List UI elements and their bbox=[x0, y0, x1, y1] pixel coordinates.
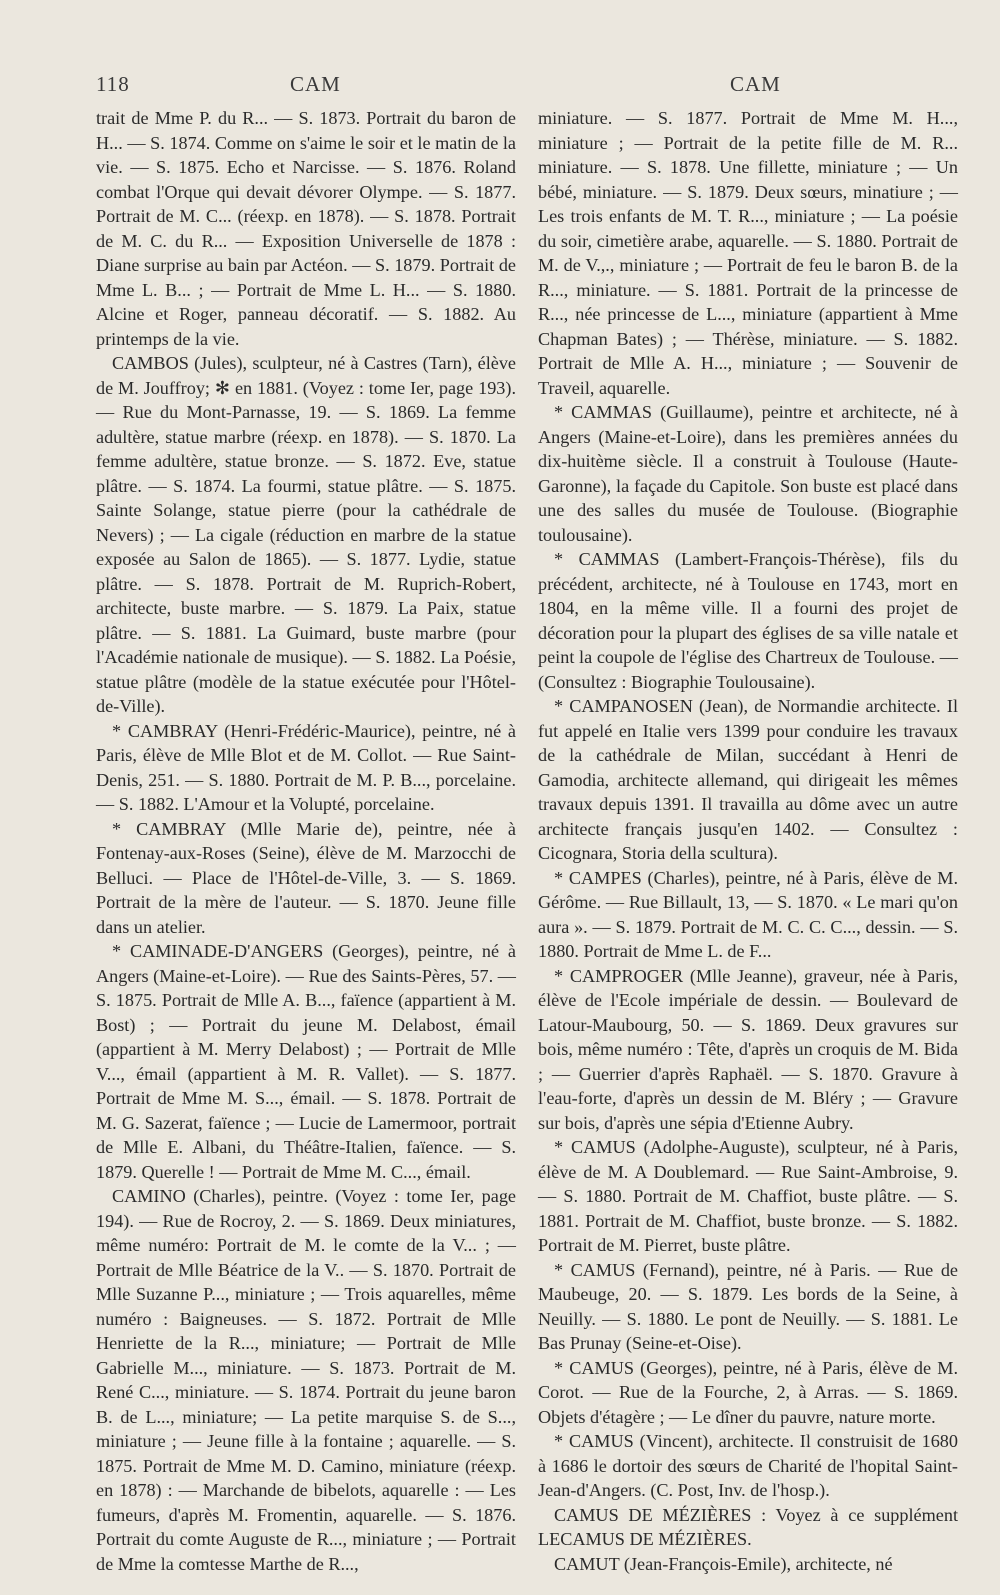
entry-paragraph: CAMBOS (Jules), sculpteur, né à Castres (Tarn), élève de M. Jouffroy; ✻ en 1881. (Voyez : tome Ier, page 193). — Rue du Mont-Parnasse, 19. — S. 1869. La femme adultère, statue marbre (réexp. en 1878). — S. 1870. La femme adultère, statue bronze. — S. 1872. Eve, statue plâtre. — S. 1874. La fourmi, statue plâtre. — S. 1875. Sainte Solange, statue pierre (pour la cathédrale de Nevers) ; — La cigale (réduction en marbre de la statue exposée au Salon de 1865). — S. 1877. Lydie, statue plâtre. — S. 1878. Portrait de M. Ruprich-Robert, architecte, buste marbre. — S. 1879. La Paix, statue plâtre. — S. 1881. La Guimard, buste marbre (pour l'Académie nationale de musique). — S. 1882. La Poésie, statue plâtre (modèle de la statue exécutée pour l'Hôtel-de-Ville). bbox=[96, 353, 516, 716]
running-head-left: CAM bbox=[290, 72, 341, 96]
entry-paragraph: trait de Mme P. du R... — S. 1873. Portrait du baron de H... — S. 1874. Comme on s'aime le soir et le matin de la vie. — S. 1875. Echo et Narcisse. — S. 1876. Roland combat l'Orque qui devait dévorer Olympe. — S. 1877. Portrait de M. C... (réexp. en 1878). — S. 1878. Portrait de M. C. du R... — Exposition Universelle de 1878 : Diane surprise au bain par Actéon. — S. 1879. Portrait de Mme L. B... ; — Portrait de Mme L. H... — S. 1880. Alcine et Roger, panneau décoratif. — S. 1882. Au printemps de la vie. bbox=[96, 108, 516, 349]
right-column bbox=[538, 106, 958, 1576]
page-number: 118 bbox=[96, 72, 130, 96]
entry-paragraph: CAMUT (Jean-François-Emile), architecte, né bbox=[554, 1553, 893, 1574]
entry-paragraph: CAMUS DE MÉZIÈRES : Voyez à ce supplément LECAMUS DE MÉZIÈRES. bbox=[538, 1504, 958, 1549]
entry-paragraph: * CAMUS (Vincent), architecte. Il construisit de 1680 à 1686 le dortoir des sœurs de Charité de l'hopital Saint-Jean-d'Angers. (C. Post, Inv. de l'hosp.). bbox=[538, 1431, 958, 1500]
entry-paragraph: * CAMMAS (Lambert-François-Thérèse), fils du précédent, architecte, né à Toulouse en 1743, mort en 1804, en la même ville. Il a fourni des projet de décoration pour la plupart des églises de sa ville natale et peint la coupole de l'église des Chartreux de Toulouse. — (Consultez : Biographie Toulousaine). bbox=[538, 549, 958, 692]
entry-paragraph: * CAMPANOSEN (Jean), de Normandie architecte. Il fut appelé en Italie vers 1399 pour conduire les travaux de la cathédrale de Milan, succédant à Henri de Gamodia, architecte allemand, qui dirigeait les mêmes travaux depuis 1391. Il travailla au dôme avec un autre architecte français jusqu'en 1402. — Consultez : Cicognara, Storia della scultura). bbox=[538, 696, 958, 863]
entry-paragraph: * CAMMAS (Guillaume), peintre et architecte, né à Angers (Maine-et-Loire), dans les premières années du dix-huitème siècle. Il a construit à Toulouse (Haute-Garonne), la façade du Capitole. Son buste est placé dans une des salles du musée de Toulouse. (Biographie toulousaine). bbox=[538, 402, 958, 545]
entry-paragraph: miniature. — S. 1877. Portrait de Mme M. H..., miniature ; — Portrait de la petite fille de M. R... miniature. — S. 1878. Une fillette, miniature ; — Un bébé, miniature. — S. 1879. Deux sœurs, minatiure ; — Les trois enfants de M. T. R..., miniature ; — La poésie du soir, cimetière arabe, aquarelle. — S. 1880. Portrait de M. de V.,., miniature ; — Portrait de feu le baron B. de la R..., miniature. — S. 1881. Portrait de la princesse de R..., née princesse de L..., miniature (appartient à Mme Chapman Bates) ; — Thérèse, miniature. — S. 1882. Portrait de Mlle A. H..., miniature ; — Souvenir de Traveil, aquarelle. bbox=[538, 108, 958, 398]
entry-paragraph: * CAMBRAY (Mlle Marie de), peintre, née à Fontenay-aux-Roses (Seine), élève de M. Marzocchi de Belluci. — Place de l'Hôtel-de-Ville, 3. — S. 1869. Portrait de la mère de l'auteur. — S. 1870. Jeune fille dans un atelier. bbox=[96, 818, 516, 937]
entry-paragraph: CAMINO (Charles), peintre. (Voyez : tome Ier, page 194). — Rue de Rocroy, 2. — S. 1869. Deux miniatures, même numéro: Portrait de M. le comte de la V... ; — Portrait de Mlle Béatrice de la V.. — S. 1870. Portrait de Mlle Suzanne P..., miniature ; — Trois aquarelles, même numéro : Baigneuses. — S. 1872. Portrait de Mlle Henriette de la R..., miniature; — Portrait de Mlle Gabrielle M..., miniature. — S. 1873. Portrait de M. René C..., miniature. — S. 1874. Portrait du jeune baron B. de L..., miniature; — La petite marquise S. de S..., miniature ; — Jeune fille à la fontaine ; aquarelle. — S. 1875. Portrait de Mme M. D. Camino, miniature (réexp. en 1878) : — Marchande de bibelots, aquarelle : — Les fumeurs, d'après M. Fromentin, aquarelle. — S. 1876. Portrait du comte Auguste de R..., miniature ; — Portrait de Mme la comtesse Marthe de R..., bbox=[96, 1186, 516, 1574]
entry-paragraph: * CAMBRAY (Henri-Frédéric-Maurice), peintre, né à Paris, élève de Mlle Blot et de M. Collot. — Rue Saint-Denis, 251. — S. 1880. Portrait de M. P. B..., porcelaine. — S. 1882. L'Amour et la Volupté, porcelaine. bbox=[96, 720, 516, 814]
running-head-right: CAM bbox=[730, 72, 781, 96]
left-column bbox=[96, 106, 516, 1576]
entry-paragraph: * CAMPROGER (Mlle Jeanne), graveur, née à Paris, élève de l'Ecole impériale de dessin. — Boulevard de Latour-Maubourg, 50. — S. 1869. Deux gravures sur bois, même numéro : Tête, d'après un croquis de M. Bida ; — Guerrier d'après Raphaël. — S. 1870. Gravure à l'eau-forte, d'après un dessin de M. Bléry ; — Gravure sur bois, d'après une sépia d'Etienne Aubry. bbox=[538, 965, 958, 1133]
entry-paragraph: * CAMUS (Georges), peintre, né à Paris, élève de M. Corot. — Rue de la Fourche, 2, à Arras. — S. 1869. Objets d'étagère ; — Le dîner du pauvre, nature morte. bbox=[538, 1357, 958, 1427]
entry-paragraph: * CAMINADE-D'ANGERS (Georges), peintre, né à Angers (Maine-et-Loire). — Rue des Saints-Pères, 57. — S. 1875. Portrait de Mlle A. B..., faïence (appartient à M. Bost) ; — Portrait du jeune M. Delabost, émail (appartient à M. Merry Delabost) ; — Portrait de Mlle V..., émail (appartient à M. R. Vallet). — S. 1877. Portrait de Mme M. S..., émail. — S. 1878. Portrait de M. G. Sazerat, faïence ; — Lucie de Lamermoor, portrait de Mlle E. Albani, du Théâtre-Italien, faïence. — S. 1879. Querelle ! — Portrait de Mme M. C..., émail. bbox=[96, 941, 516, 1182]
entry-paragraph: * CAMUS (Adolphe-Auguste), sculpteur, né à Paris, élève de M. A Doublemard. — Rue Saint-Ambroise, 9. — S. 1880. Portrait de M. Chaffiot, buste plâtre. — S. 1881. Portrait de M. Chaffiot, buste bronze. — S. 1882. Portrait de M. Pierret, buste plâtre. bbox=[538, 1137, 958, 1255]
entry-paragraph: * CAMUS (Fernand), peintre, né à Paris. — Rue de Maubeuge, 20. — S. 1879. Les bords de la Seine, à Neuilly. — S. 1880. Le pont de Neuilly. — S. 1881. Le Bas Prunay (Seine-et-Oise). bbox=[538, 1259, 958, 1353]
entry-paragraph: * CAMPES (Charles), peintre, né à Paris, élève de M. Gérôme. — Rue Billault, 13, — S. 1870. « Le mari qu'on aura ». — S. 1879. Portrait de M. C. C. C..., dessin. — S. 1880. Portrait de Mme L. de F... bbox=[538, 867, 958, 961]
